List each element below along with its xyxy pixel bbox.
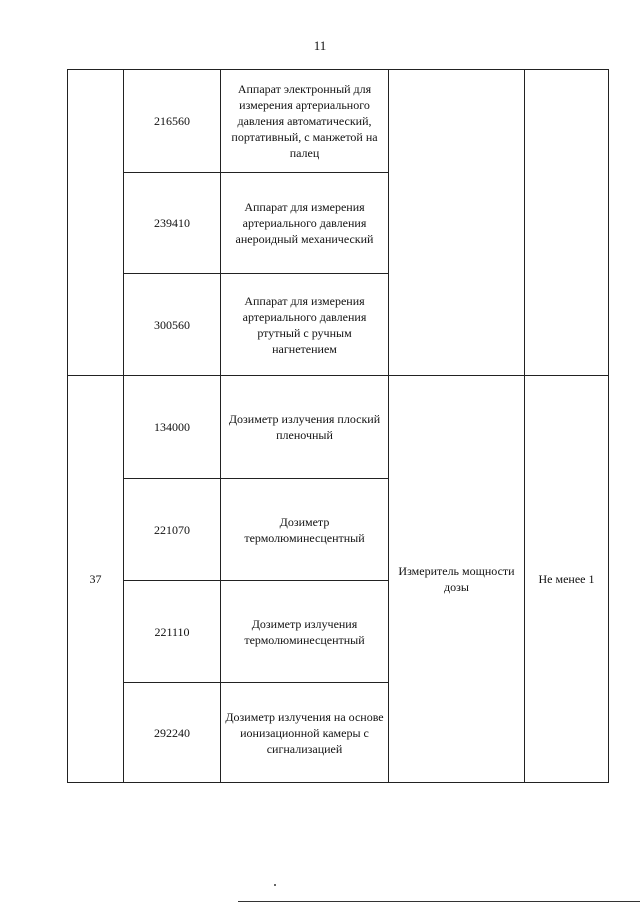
- name-cell: Дозиметр термолюминесцентный: [221, 479, 389, 581]
- name-cell: Аппарат электронный для измерения артериального давления автоматический, портативный, с манжетой на палец: [221, 70, 389, 173]
- table-row: [68, 70, 609, 173]
- equipment-table: [67, 69, 609, 783]
- name-cell: Аппарат для измерения артериального давления ртутный с ручным нагнетением: [221, 274, 389, 376]
- row-number-cell: 37: [68, 376, 124, 783]
- code-cell: 221110: [124, 581, 221, 683]
- row-number-cell: [68, 70, 124, 376]
- page-edge-line: [238, 901, 640, 902]
- equipment-cell: [389, 70, 525, 376]
- code-cell: 239410: [124, 173, 221, 274]
- name-cell: Дозиметр излучения плоский пленочный: [221, 376, 389, 479]
- code-cell: 221070: [124, 479, 221, 581]
- name-cell: Дозиметр излучения термолюминесцентный: [221, 581, 389, 683]
- code-cell: 292240: [124, 683, 221, 783]
- equipment-cell: Измеритель мощности дозы: [389, 376, 525, 783]
- quantity-cell: [525, 70, 609, 376]
- code-cell: 300560: [124, 274, 221, 376]
- scan-speck: [274, 884, 276, 886]
- page-number: 11: [313, 38, 327, 53]
- code-cell: 134000: [124, 376, 221, 479]
- name-cell: Аппарат для измерения артериального давления анероидный механический: [221, 173, 389, 274]
- name-cell: Дозиметр излучения на основе ионизационной камеры с сигнализацией: [221, 683, 389, 783]
- quantity-cell: Не менее 1: [525, 376, 609, 783]
- code-cell: 216560: [124, 70, 221, 173]
- table-row: [68, 376, 609, 479]
